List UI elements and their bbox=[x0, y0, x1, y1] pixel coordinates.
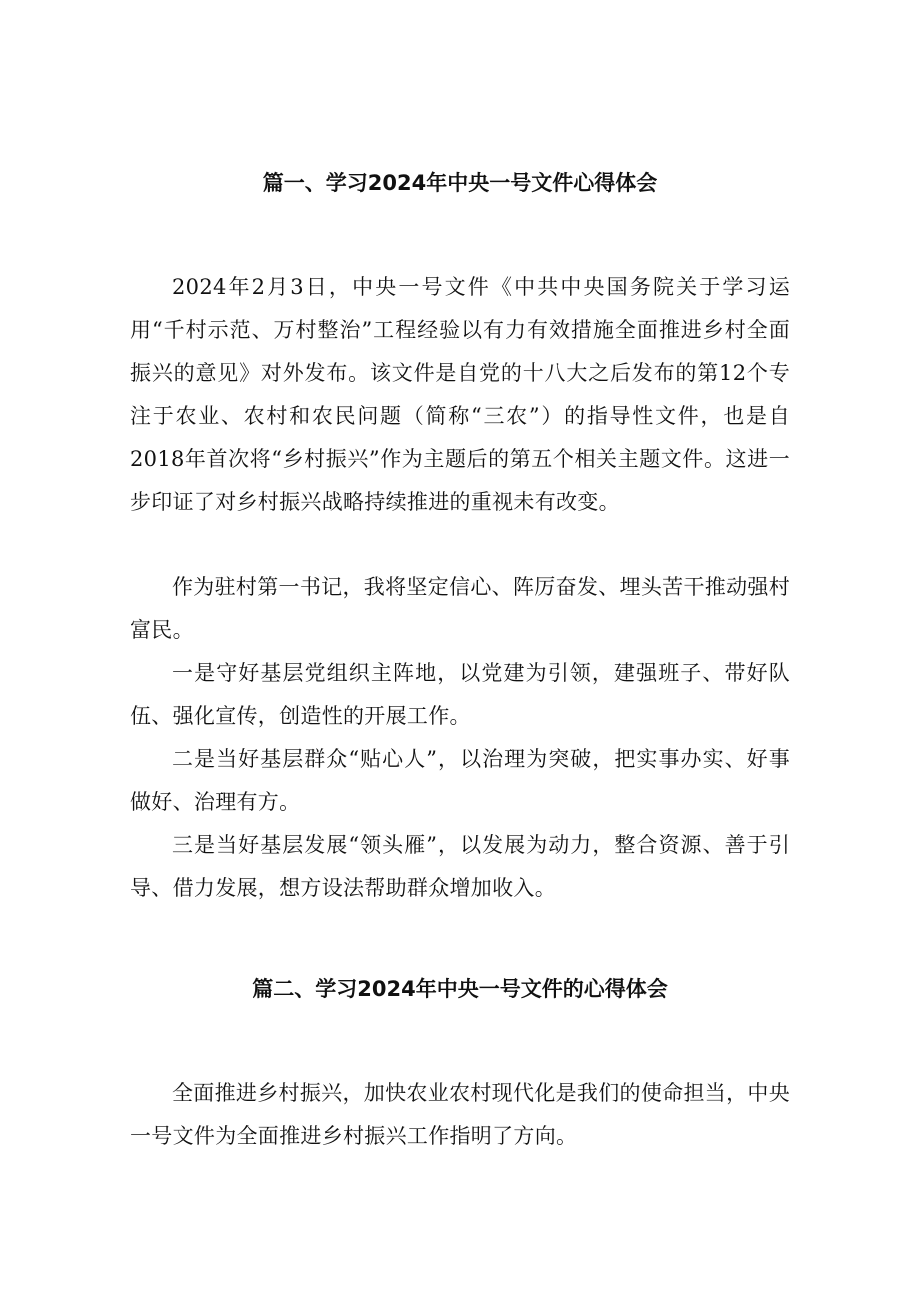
section-1-paragraph-5: 三是当好基层发展“领头雁”，以发展为动力，整合资源、善于引导、借力发展，想方设法帮助群众增加收入。 bbox=[130, 833, 790, 900]
section-1-paragraph-4: 二是当好基层群众“贴心人”，以治理为突破，把实事办实、好事做好、治理有方。 bbox=[130, 747, 790, 814]
section-1-paragraph-1: 2024年2月3日，中央一号文件《中共中央国务院关于学习运用“千村示范、万村整治”工程经验以有力有效措施全面推进乡村全面振兴的意见》对外发布。该文件是自党的十八大之后发布的第12个专注于农业、农村和农民问题（简称“三农”）的指导性文件，也是自2018年首次将“乡村振兴”作为主题后的第五个相关主题文件。这进一步印证了对乡村振兴战略持续推进的重视未有改变。 bbox=[130, 275, 790, 514]
section-1-paragraph-3: 一是守好基层党组织主阵地，以党建为引领，建强班子、带好队伍、强化宣传，创造性的开展工作。 bbox=[130, 661, 790, 728]
section-2-heading: 篇二、学习2024年中央一号文件的心得体会 bbox=[252, 977, 668, 1001]
section-1-heading: 篇一、学习2024年中央一号文件心得体会 bbox=[262, 171, 658, 195]
section-1-paragraph-2: 作为驻村第一书记，我将坚定信心、阵厉奋发、埋头苦干推动强村富民。 bbox=[130, 575, 790, 642]
section-2-paragraph-1: 全面推进乡村振兴，加快农业农村现代化是我们的使命担当，中央一号文件为全面推进乡村振兴工作指明了方向。 bbox=[130, 1081, 790, 1148]
